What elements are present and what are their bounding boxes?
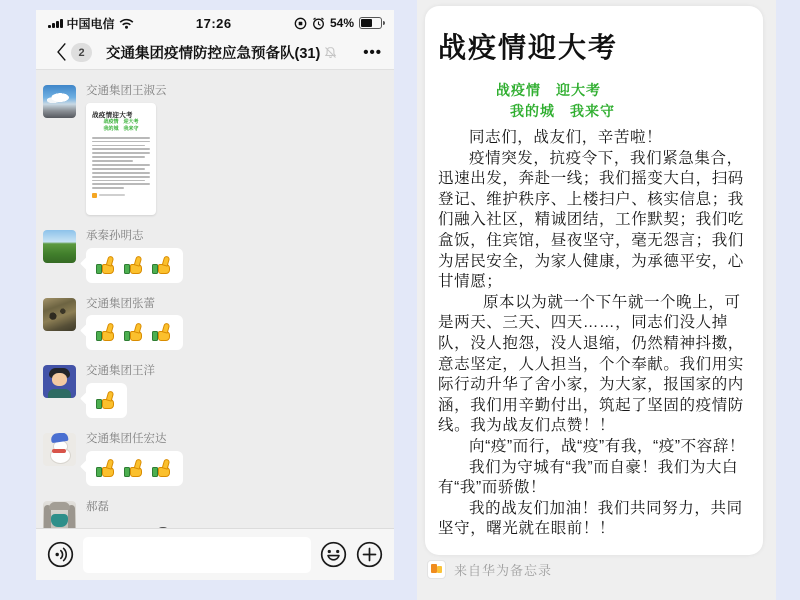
- status-left: [48, 15, 134, 32]
- battery-icon: [359, 17, 382, 29]
- message-bubble[interactable]: [86, 451, 183, 486]
- carrier-label: 中国电信: [66, 16, 115, 31]
- group-chat-title: 交通集团疫情防控应急预备队(31): [106, 46, 321, 62]
- huawei-memo-icon: [427, 560, 446, 579]
- avatar-wangyang[interactable]: [43, 365, 76, 398]
- message-text-input[interactable]: [83, 537, 311, 573]
- alarm-clock-icon: [312, 17, 325, 30]
- message-thumbs: [43, 433, 384, 486]
- memo-source-footer: [427, 560, 552, 579]
- memo-paragraph: 同志们，战友们，辛苦啦！: [469, 129, 663, 146]
- sender-name: 承秦孙明志: [86, 229, 144, 242]
- emoji-button[interactable]: [320, 541, 347, 568]
- wifi-icon: [119, 18, 134, 29]
- more-options-button[interactable]: •••: [363, 44, 382, 61]
- memo-subtitle-1: 战疫情 迎大考: [496, 82, 601, 98]
- status-right: [294, 16, 382, 30]
- status-bar: [36, 10, 394, 36]
- memo-title: 战疫情迎大考: [438, 32, 619, 63]
- wechat-window: [36, 10, 394, 580]
- memo-source-label: 来自华为备忘录: [454, 563, 553, 578]
- sender-name: 交通集团任宏达: [86, 433, 167, 446]
- message-thumbs: [43, 230, 384, 283]
- memo-panel: [417, 0, 776, 600]
- thumbnail-subtitle-2: 我的城 我来守: [103, 126, 139, 133]
- avatar-haolei[interactable]: [43, 501, 76, 528]
- fist-sticker[interactable]: [116, 519, 212, 528]
- thumbnail-footer: [92, 193, 150, 198]
- thumbs-up-icon: [96, 391, 117, 410]
- chat-nav-bar: [36, 36, 394, 70]
- chat-input-bar: [36, 528, 394, 580]
- message-thumbs: [43, 365, 384, 418]
- thumbnail-title: 战疫情迎大考: [92, 111, 133, 119]
- sender-name: 郝磊: [86, 500, 109, 513]
- orientation-lock-icon: [294, 17, 307, 30]
- message-bubble[interactable]: [86, 248, 183, 283]
- message-sticker: [43, 501, 384, 528]
- thumbs-up-icon: [152, 323, 173, 342]
- unread-count-badge: 2: [71, 43, 92, 62]
- chevron-left-icon: 〈: [48, 42, 66, 63]
- memo-paragraph: 原本以为就一个下午就一个晚上，可是两天、三天、四天……，同志们没人掉队，没人抱怨，没人退缩，仍然精神抖擞，意志坚定，人人担当，个个奉献。我们用实际行动升华了舍小家，为大家，报国家的内涵，我们用辛勤付出，筑起了坚固的疫情防线。我为战友们点赞！！: [438, 293, 744, 435]
- avatar-zhanglei[interactable]: [43, 298, 76, 331]
- plus-button[interactable]: [356, 541, 383, 568]
- thumbs-up-icon: [152, 459, 173, 478]
- signal-strength-icon: [48, 19, 63, 28]
- battery-percent-label: 54%: [329, 16, 354, 30]
- avatar-wangshuyun[interactable]: [43, 85, 76, 118]
- thumbs-up-icon: [96, 323, 117, 342]
- memo-paragraph: 疫情突发，抗疫令下，我们紧急集合，迅速出发，奔赴一线；我们摇变大白，扫码登记、维护秩序、上楼扫户、核实信息；我们融入社区，精诚团结，工作默契；我们吃盒饭，住宾馆，昼夜坚守，毫无怨言；我们为居民安全，为家人健康，为承德平安，心甘情愿；: [438, 149, 744, 291]
- muted-bell-icon: [324, 46, 337, 59]
- thumbs-up-icon: [124, 459, 145, 478]
- message-bubble[interactable]: [86, 315, 183, 350]
- sender-name: 交通集团王洋: [86, 365, 155, 378]
- thumbs-up-icon: [152, 256, 173, 275]
- memo-card: [425, 6, 763, 555]
- memo-paragraph: 我的战友们加油！我们共同努力，共同坚守，曙光就在眼前！！: [438, 499, 743, 538]
- message-thumbs: [43, 298, 384, 351]
- memo-paragraph: 向“疫”而行，战“疫”有我，“疫”不容辞！: [469, 437, 746, 455]
- message-shared-note: [43, 85, 384, 215]
- thumbnail-subtitle-1: 战疫情 迎大考: [103, 118, 139, 125]
- thumbs-up-icon: [124, 256, 145, 275]
- voice-input-button[interactable]: [47, 541, 74, 568]
- thumbs-up-icon: [96, 459, 117, 478]
- thumbs-up-icon: [124, 323, 145, 342]
- thumbnail-text-lines: [92, 137, 150, 189]
- shared-note-thumbnail[interactable]: [86, 103, 156, 215]
- chat-message-area[interactable]: [36, 70, 394, 528]
- clock-label: 17:26: [195, 15, 232, 31]
- memo-body: [438, 128, 751, 540]
- back-button[interactable]: [48, 43, 92, 62]
- thumbs-up-icon: [96, 256, 117, 275]
- message-bubble[interactable]: [86, 383, 127, 418]
- avatar-sunmingzhi[interactable]: [43, 230, 76, 263]
- memo-subtitle-2: 我的城 我来守: [510, 103, 615, 119]
- avatar-renhongda[interactable]: [43, 433, 76, 466]
- sender-name: 交通集团张蕾: [86, 297, 155, 310]
- sender-name: 交通集团王淑云: [86, 85, 167, 97]
- memo-paragraph: 我们为守城有“我”而自豪！我们为大白有“我”而骄傲！: [438, 458, 739, 497]
